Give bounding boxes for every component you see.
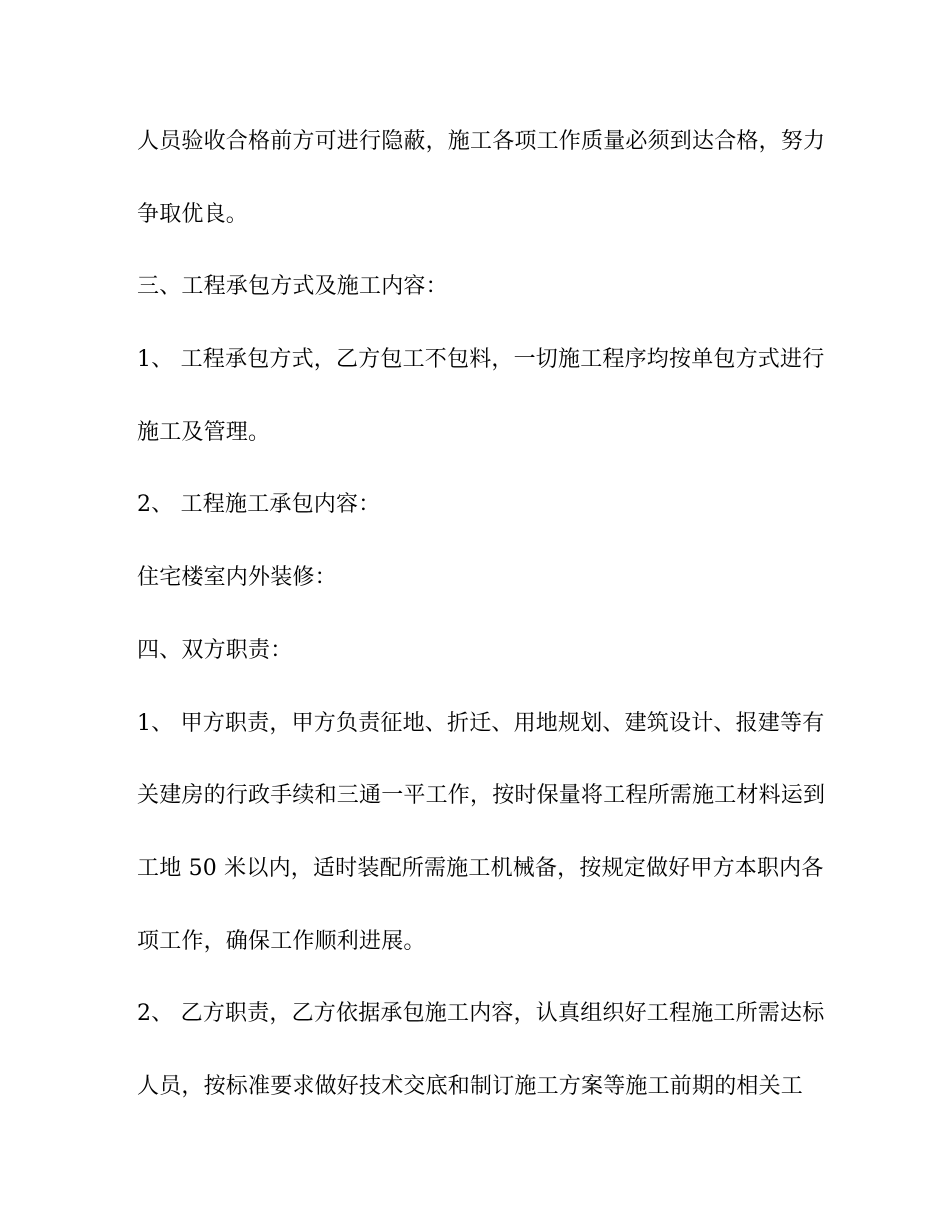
- text-line: 住宅楼室内外装修：: [137, 565, 337, 591]
- text-line: 项工作，确保工作顺利进展。: [137, 928, 426, 954]
- text-line: 人员验收合格前方可进行隐蔽，施工各项工作质量必须到达合格，努力: [137, 129, 826, 154]
- text-line: 工地 50 米以内，适时装配所需施工机械备，按规定做好甲方本职内各: [137, 855, 824, 881]
- text-line: 争取优良。: [137, 201, 249, 227]
- text-line: 2、 工程施工承包内容：: [137, 492, 381, 518]
- text-line: 1、 甲方职责，甲方负责征地、折迁、用地规划、建筑设计、报建等有: [137, 710, 825, 736]
- text-line: 1、 工程承包方式，乙方包工不包料，一切施工程序均按单包方式进行: [137, 347, 825, 373]
- text-line: 人员，按标准要求做好技术交底和制订施工方案等施工前期的相关工: [137, 1073, 804, 1099]
- text-line: 2、 乙方职责，乙方依据承包施工内容，认真组织好工程施工所需达标: [137, 1001, 825, 1027]
- text-line: 关建房的行政手续和三通一平工作，按时保量将工程所需施工材料运到: [137, 783, 826, 809]
- section-heading: 四、双方职责：: [137, 637, 293, 663]
- section-heading: 三、工程承包方式及施工内容：: [137, 274, 448, 300]
- text-line: 施工及管理。: [137, 419, 271, 445]
- document-page: [137, 106, 827, 1124]
